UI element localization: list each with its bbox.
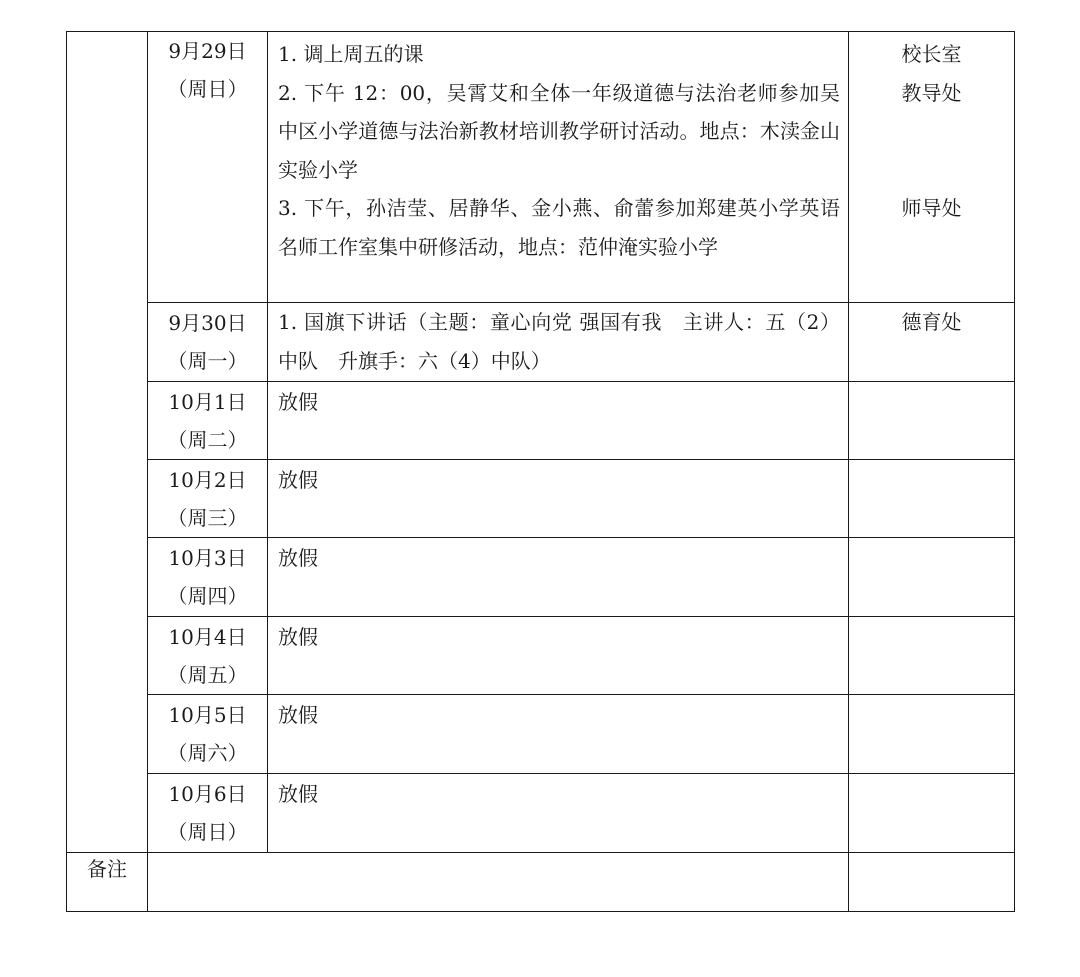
table-row (67, 382, 1015, 460)
date-cell (148, 303, 268, 382)
content-cell (268, 538, 849, 617)
dept-cell (849, 303, 1015, 382)
dept-cell (849, 774, 1015, 853)
weekday-text: （周日） (167, 820, 248, 844)
schedule-item: 放假 (278, 703, 318, 727)
dept-cell (849, 617, 1015, 695)
date-cell (148, 460, 268, 538)
dept-cell (849, 460, 1015, 538)
weekday-text: （周五） (167, 663, 248, 687)
content-cell (268, 695, 849, 774)
notes-label-cell (67, 853, 148, 912)
schedule-item: 3. 下午，孙洁莹、居静华、金小燕、俞蕾参加郑建英小学英语名师工作室集中研修活动，地点：范仲淹实验小学 (278, 196, 840, 259)
content-cell (268, 617, 849, 695)
table-row (67, 32, 1015, 303)
schedule-item: 1. 调上周五的课 (278, 42, 424, 66)
dept-cell (849, 382, 1015, 460)
dept-cell (849, 538, 1015, 617)
date-text: 10月2日 (168, 468, 247, 492)
date-cell (148, 774, 268, 853)
date-text: 10月6日 (168, 782, 247, 806)
date-text: 10月4日 (168, 625, 247, 649)
weekday-text: （周二） (167, 428, 248, 452)
schedule-item: 放假 (278, 390, 318, 414)
notes-dept-cell (849, 853, 1015, 912)
dept-cell (849, 32, 1015, 303)
dept-cell (849, 695, 1015, 774)
notes-content-cell (148, 853, 849, 912)
date-text: 10月1日 (168, 390, 247, 414)
content-cell (268, 32, 849, 303)
table-row (67, 460, 1015, 538)
table-row (67, 538, 1015, 617)
table-row (67, 774, 1015, 853)
schedule-item: 放假 (278, 546, 318, 570)
schedule-table (66, 31, 1015, 912)
schedule-item: 放假 (278, 782, 318, 806)
schedule-item: 放假 (278, 468, 318, 492)
schedule-item: 1. 国旗下讲话（主题：童心向党 强国有我 主讲人：五（2）中队 升旗手：六（4）中队） (278, 310, 840, 373)
content-cell (268, 460, 849, 538)
table-row (67, 695, 1015, 774)
notes-label: 备注 (87, 857, 127, 881)
weekday-text: （周三） (167, 506, 248, 530)
notes-row (67, 853, 1015, 912)
dept-text: 德育处 (901, 310, 962, 334)
dept-text: 师导处 (901, 196, 962, 220)
date-cell (148, 695, 268, 774)
dept-text: 校长室 (901, 42, 962, 66)
content-cell (268, 303, 849, 382)
date-text: 9月30日 (168, 311, 247, 335)
weekday-text: （周四） (167, 584, 248, 608)
table-row (67, 617, 1015, 695)
dept-spacer (849, 112, 1014, 189)
date-cell (148, 538, 268, 617)
date-text: 10月5日 (168, 703, 247, 727)
date-cell (148, 32, 268, 303)
date-text: 9月29日 (168, 39, 247, 63)
date-cell (148, 617, 268, 695)
dept-text: 教导处 (901, 80, 962, 105)
schedule-item: 放假 (278, 625, 318, 649)
date-cell (148, 382, 268, 460)
content-cell (268, 382, 849, 460)
schedule-item: 2. 下午 12：00，吴霄艾和全体一年级道德与法治老师参加吴中区小学道德与法治新教材培训教学研讨活动。地点：木渎金山实验小学 (278, 80, 840, 182)
table-row (67, 303, 1015, 382)
week-label-cell (67, 32, 148, 853)
weekday-text: （周六） (167, 741, 248, 765)
date-text: 10月3日 (168, 546, 247, 570)
content-cell (268, 774, 849, 853)
weekday-text: （周日） (167, 77, 248, 101)
weekday-text: （周一） (167, 349, 248, 373)
